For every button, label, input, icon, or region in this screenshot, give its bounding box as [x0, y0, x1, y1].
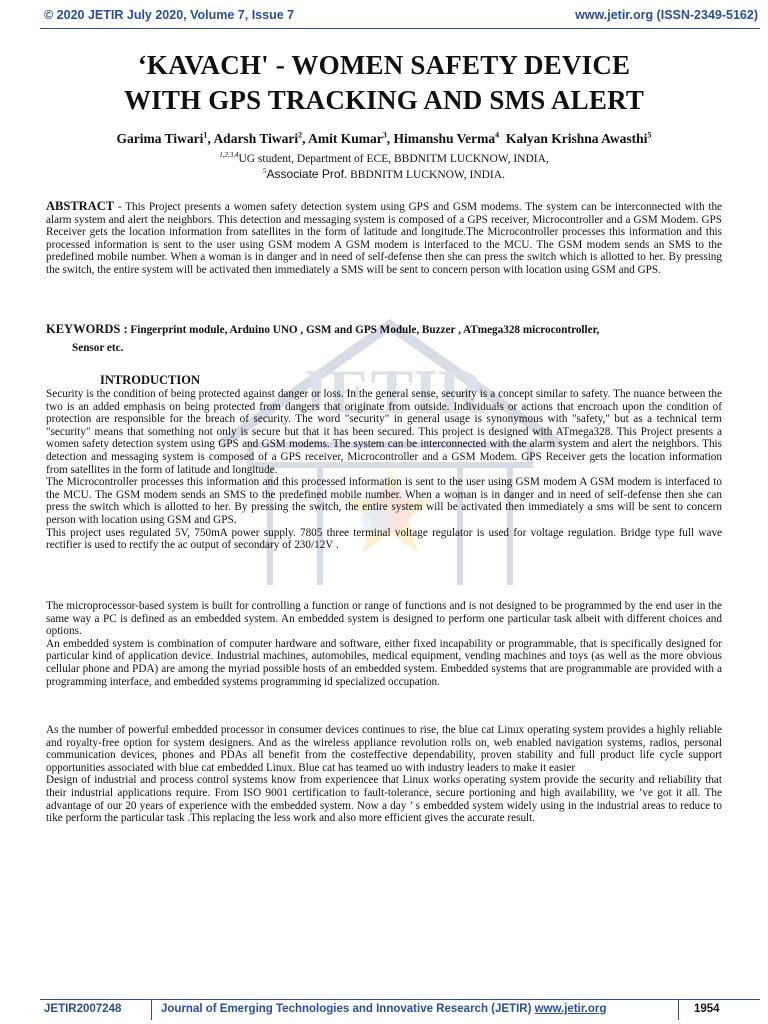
journal-issue-info: © 2020 JETIR July 2020, Volume 7, Issue 7 — [44, 8, 295, 22]
abstract-section: ABSTRACT - This Project presents a women safety detection system using GPS and GSM modems. The system can be interconnected with the alarm system and alert the neighbors. This detection and messaging system is composed of a GPS receiver, Microcontroller and a GSM Modem. GPS Receiver gets the location information from satellites in the form of latitude and longitude.The Microcontroller processes this information and this processed information is sent to the user using GSM modem A GSM modem is interfaced to the MCU. The GSM modem sends an SMS to the predefined mobile number. When a woman is in danger and in need of self-defense then she can press the switch which is allotted to her. By pressing the switch, the entire system will be activated then immediately a SMS will be sent to concern person with location using GSM and GPS. — [46, 199, 723, 276]
introduction-body-1 — [46, 388, 722, 552]
abstract-heading: ABSTRACT — [46, 199, 115, 213]
header-rule — [40, 28, 760, 29]
page-number: 1954 — [694, 1003, 720, 1015]
intro-paragraph-7: Design of industrial and process control systems know from experiencee that Linux works operating system provide the security and reliability that their industrial applications require. From ISO 9001 certification to fault-tolerance, secure portioning and high availability, we ’ve got it all. The advantage of our 20 years of experience with the embedded system. Now a day ’ s embedded system widely using in the industrial areas to reduce to tike perform the particular task .This replacing the less work and also more efficient gives the accurate result. — [46, 774, 722, 825]
paper-title — [46, 48, 722, 118]
author-4: Himanshu Verma$^4$ — [393, 130, 500, 146]
keywords-section — [46, 320, 722, 357]
page-footer — [44, 1003, 754, 1019]
journal-link[interactable]: www.jetir.org — [534, 1003, 607, 1015]
intro-paragraph-5: An embedded system is combination of computer hardware and software, either fixed incapability or programmable, that is specifically designed for particular kind of application device. Industrial machines, automobiles, medical equipment, vending machines and toys (as well as the more obvious cellular phone and PDA) are among the myriad possible hosts of an embedded system. Embedded systems that are programmable are provided with a programming interface, and embedded systems programming id specialized occupation. — [46, 637, 722, 688]
intro-paragraph-4: The microprocessor-based system is built for controlling a function or range of functions and is not designed to be programmed by the end user in the same way a PC is defined as an embedded system. An embedded system is designed to perform one particular task albeit with different choices and options. — [46, 600, 722, 638]
author-1: Garima Tiwari$^1$, — [116, 130, 214, 146]
title-line-2: WITH GPS TRACKING AND SMS ALERT — [123, 85, 645, 115]
intro-paragraph-6: As the number of powerful embedded processor in consumer devices continues to rise, the blue cat Linux operating system provides a highly reliable and royalty-free option for system designers. And as the wireless appliance revolution rolls on, web enabled navigation systems, radios, personal communication devices, phones and PDAs all benefit from the costeffective dependability, proven stability and full product life cycle support opportunities associated with blue cat embedded Linux. Blue cat has teamed uo with industry leaders to make it easier — [46, 724, 722, 774]
journal-name: Journal of Emerging Technologies and Innovative Research (JETIR) www.jetir.org — [161, 1003, 607, 1015]
abstract-text: This Project presents a women safety detection system using GPS and GSM modems. The system can be interconnected with the alarm system and alert the neighbors. This detection and messaging system is composed of a GPS receiver, Microcontroller and a GSM Modem. GPS Receiver gets the location information from satellites in the form of latitude and longitude.The Microcontroller processes this information and this processed information is sent to the user using GSM modem A GSM modem is interfaced to the MCU. The GSM modem sends an SMS to the predefined mobile number. When a woman is in danger and in need of self-defense then she can press the switch which is allotted to her. By pressing the switch, the entire system will be activated then immediately a SMS will be sent to concern person with location using GSM and GPS. — [46, 201, 723, 276]
keywords-heading: KEYWORDS : — [46, 322, 128, 336]
journal-website-issn: www.jetir.org (ISSN-2349-5162) — [575, 8, 758, 22]
keywords-text-continued: Sensor etc. — [72, 342, 124, 354]
footer-divider-1 — [151, 1000, 152, 1020]
introduction-body-2 — [46, 600, 722, 688]
intro-paragraph-3: This project uses regulated 5V, 750mA power supply. 7805 three terminal voltage regulator is used for voltage regulation. Bridge type full wave rectifier is used to rectify the ac output of secondary of 230/12V . — [46, 526, 722, 552]
author-list — [46, 130, 722, 147]
affiliation-professor: $^5$Associate Prof. BBDNITM LUCKNOW, INDIA. — [263, 167, 505, 181]
footer-rule — [40, 999, 760, 1000]
intro-paragraph-1: Security is the condition of being protected against danger or loss. In the general sense, security is a concept similar to safety. The nuance between the two is an added emphasis on being protected from dangers that originate from outside. Individuals or actions that encroach upon the condition of protection are responsible for the breach of security. The word "security" in general usage is synonymous with "safety," but as a technical term "security" means that something not only is secure but that it has been secured. This project is designed with ATmega328. This Project presents a women safety detection system using GPS and GSM modems. The system can be interconnected with the alarm system and alert the neighbors. This detection and messaging system is composed of a GPS receiver, Microcontroller and a GSM Modem. GPS Receiver gets the location information from satellites in the form of latitude and longitude. — [46, 388, 722, 476]
introduction-heading: INTRODUCTION — [100, 373, 201, 387]
paper-id: JETIR2007248 — [44, 1003, 122, 1015]
watermark-text: JETIR — [295, 356, 485, 427]
author-3: Amit Kumar$^3$, — [308, 130, 394, 146]
keywords-text: Fingerprint module, Arduino UNO , GSM and GPS Module, Buzzer , ATmega328 microcontroller, — [130, 324, 600, 336]
author-5: Kalyan Krishna Awasthi$^5$ — [505, 130, 652, 146]
affiliation-students: $^{1,2,3,4}$UG student, Department of ECE, BBDNITM LUCKNOW, INDIA, — [219, 151, 549, 165]
introduction-body-3 — [46, 724, 722, 825]
intro-paragraph-2: The Microcontroller processes this information and this processed information is sent to the user using GSM modem A GSM modem is interfaced to the MCU. The GSM modem sends an SMS to the predefined mobile number. When a woman is in danger and in need of self-defense then she can press the switch which is allotted to her. By pressing the switch, the entire system will be activated then immediately a sms will be sent to concern person with location using GSM and GPS. — [46, 476, 722, 526]
title-line-1: ‘KAVACH' - WOMEN SAFETY DEVICE — [137, 50, 631, 80]
page-header — [44, 8, 758, 26]
author-2: Adarsh Tiwari$^2$, — [213, 130, 309, 146]
footer-divider-2 — [678, 1000, 679, 1020]
